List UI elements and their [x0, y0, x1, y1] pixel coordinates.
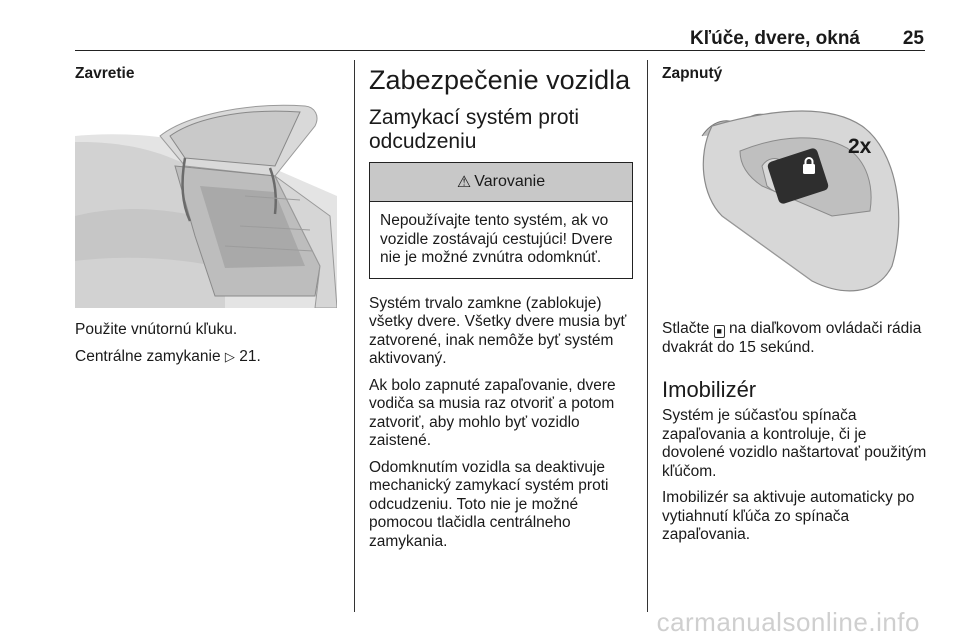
- right-column-lower: [662, 320, 932, 553]
- right-column: [662, 62, 926, 83]
- anti-theft-para-1: Systém trvalo zamkne (zablokuje) všetky dvere. Všetky dvere musia byť zatvorené, inak nemôže byť systém aktivovaný.: [369, 294, 627, 367]
- section-subheading-anti-theft: Zamykací systém proti odcudzeniu: [369, 106, 580, 153]
- section-heading-immobilizer: Imobilizér: [662, 377, 757, 402]
- left-column-lower: [75, 321, 337, 374]
- middle-column: [369, 64, 633, 559]
- press-count-label: 2x: [848, 135, 872, 158]
- section-subhead-closing: Zavretie: [75, 65, 135, 82]
- warning-title: Varovanie: [474, 173, 546, 190]
- page-number: 25: [902, 28, 924, 49]
- header-rule: [75, 50, 925, 51]
- lock-instruction-start: Stlačte: [662, 320, 710, 337]
- watermark: carmanualsonline.info: [656, 607, 920, 637]
- trunk-illustration: [75, 96, 337, 308]
- page-header-title: Kľúče, dvere, okná: [690, 28, 860, 49]
- warning-box: [369, 162, 633, 279]
- trunk-lid-image: [75, 96, 337, 308]
- section-subhead-activated: Zapnutý: [662, 65, 723, 82]
- reference-page[interactable]: 21.: [239, 347, 261, 365]
- warning-triangle-icon: ⚠: [456, 174, 472, 191]
- section-heading-vehicle-security: Zabezpečenie vozidla: [369, 65, 631, 95]
- warning-text: Nepoužívajte tento systém, ak vo vozidle zostávajú cestujúci! Dvere nie je možné zvnútra odomknúť.: [380, 212, 613, 266]
- lock-instruction-rest: na diaľkovom ovládači rádia dvakrát do 15 sekúnd.: [662, 320, 922, 356]
- lock-icon: ■: [714, 325, 725, 338]
- remote-key-image: [662, 96, 926, 308]
- warning-header: [370, 163, 632, 202]
- central-locking-reference: [75, 348, 337, 367]
- anti-theft-para-2: Ak bolo zapnuté zapaľovanie, dvere vodiča sa musia raz otvoriť a potom zatvoriť, aby mohlo byť vozidlo zaistené.: [369, 376, 616, 449]
- key-fob-illustration: [662, 96, 926, 308]
- immobilizer-para-1: Systém je súčasťou spínača zapaľovania a kontroluje, či je dovolené vozidlo naštartovať použitým kľúčom.: [662, 407, 927, 480]
- column-divider-right: [647, 60, 648, 612]
- anti-theft-para-3: Odomknutím vozidla sa deaktivuje mechanický zamykací systém proti odcudzeniu. Toto nie je možné pomocou tlačidla centrálneho zamykania.: [369, 458, 609, 550]
- reference-text: Centrálne zamykanie: [75, 347, 225, 365]
- page-reference-arrow-icon: ▷: [224, 348, 235, 364]
- immobilizer-para-2: Imobilizér sa aktivuje automaticky po vytiahnutí kľúča zo spínača zapaľovania.: [662, 489, 915, 543]
- left-column: [75, 62, 337, 83]
- inner-handle-instruction: Použite vnútornú kľuku.: [75, 321, 238, 338]
- lock-instruction: [662, 320, 932, 357]
- column-divider-left: [354, 60, 355, 612]
